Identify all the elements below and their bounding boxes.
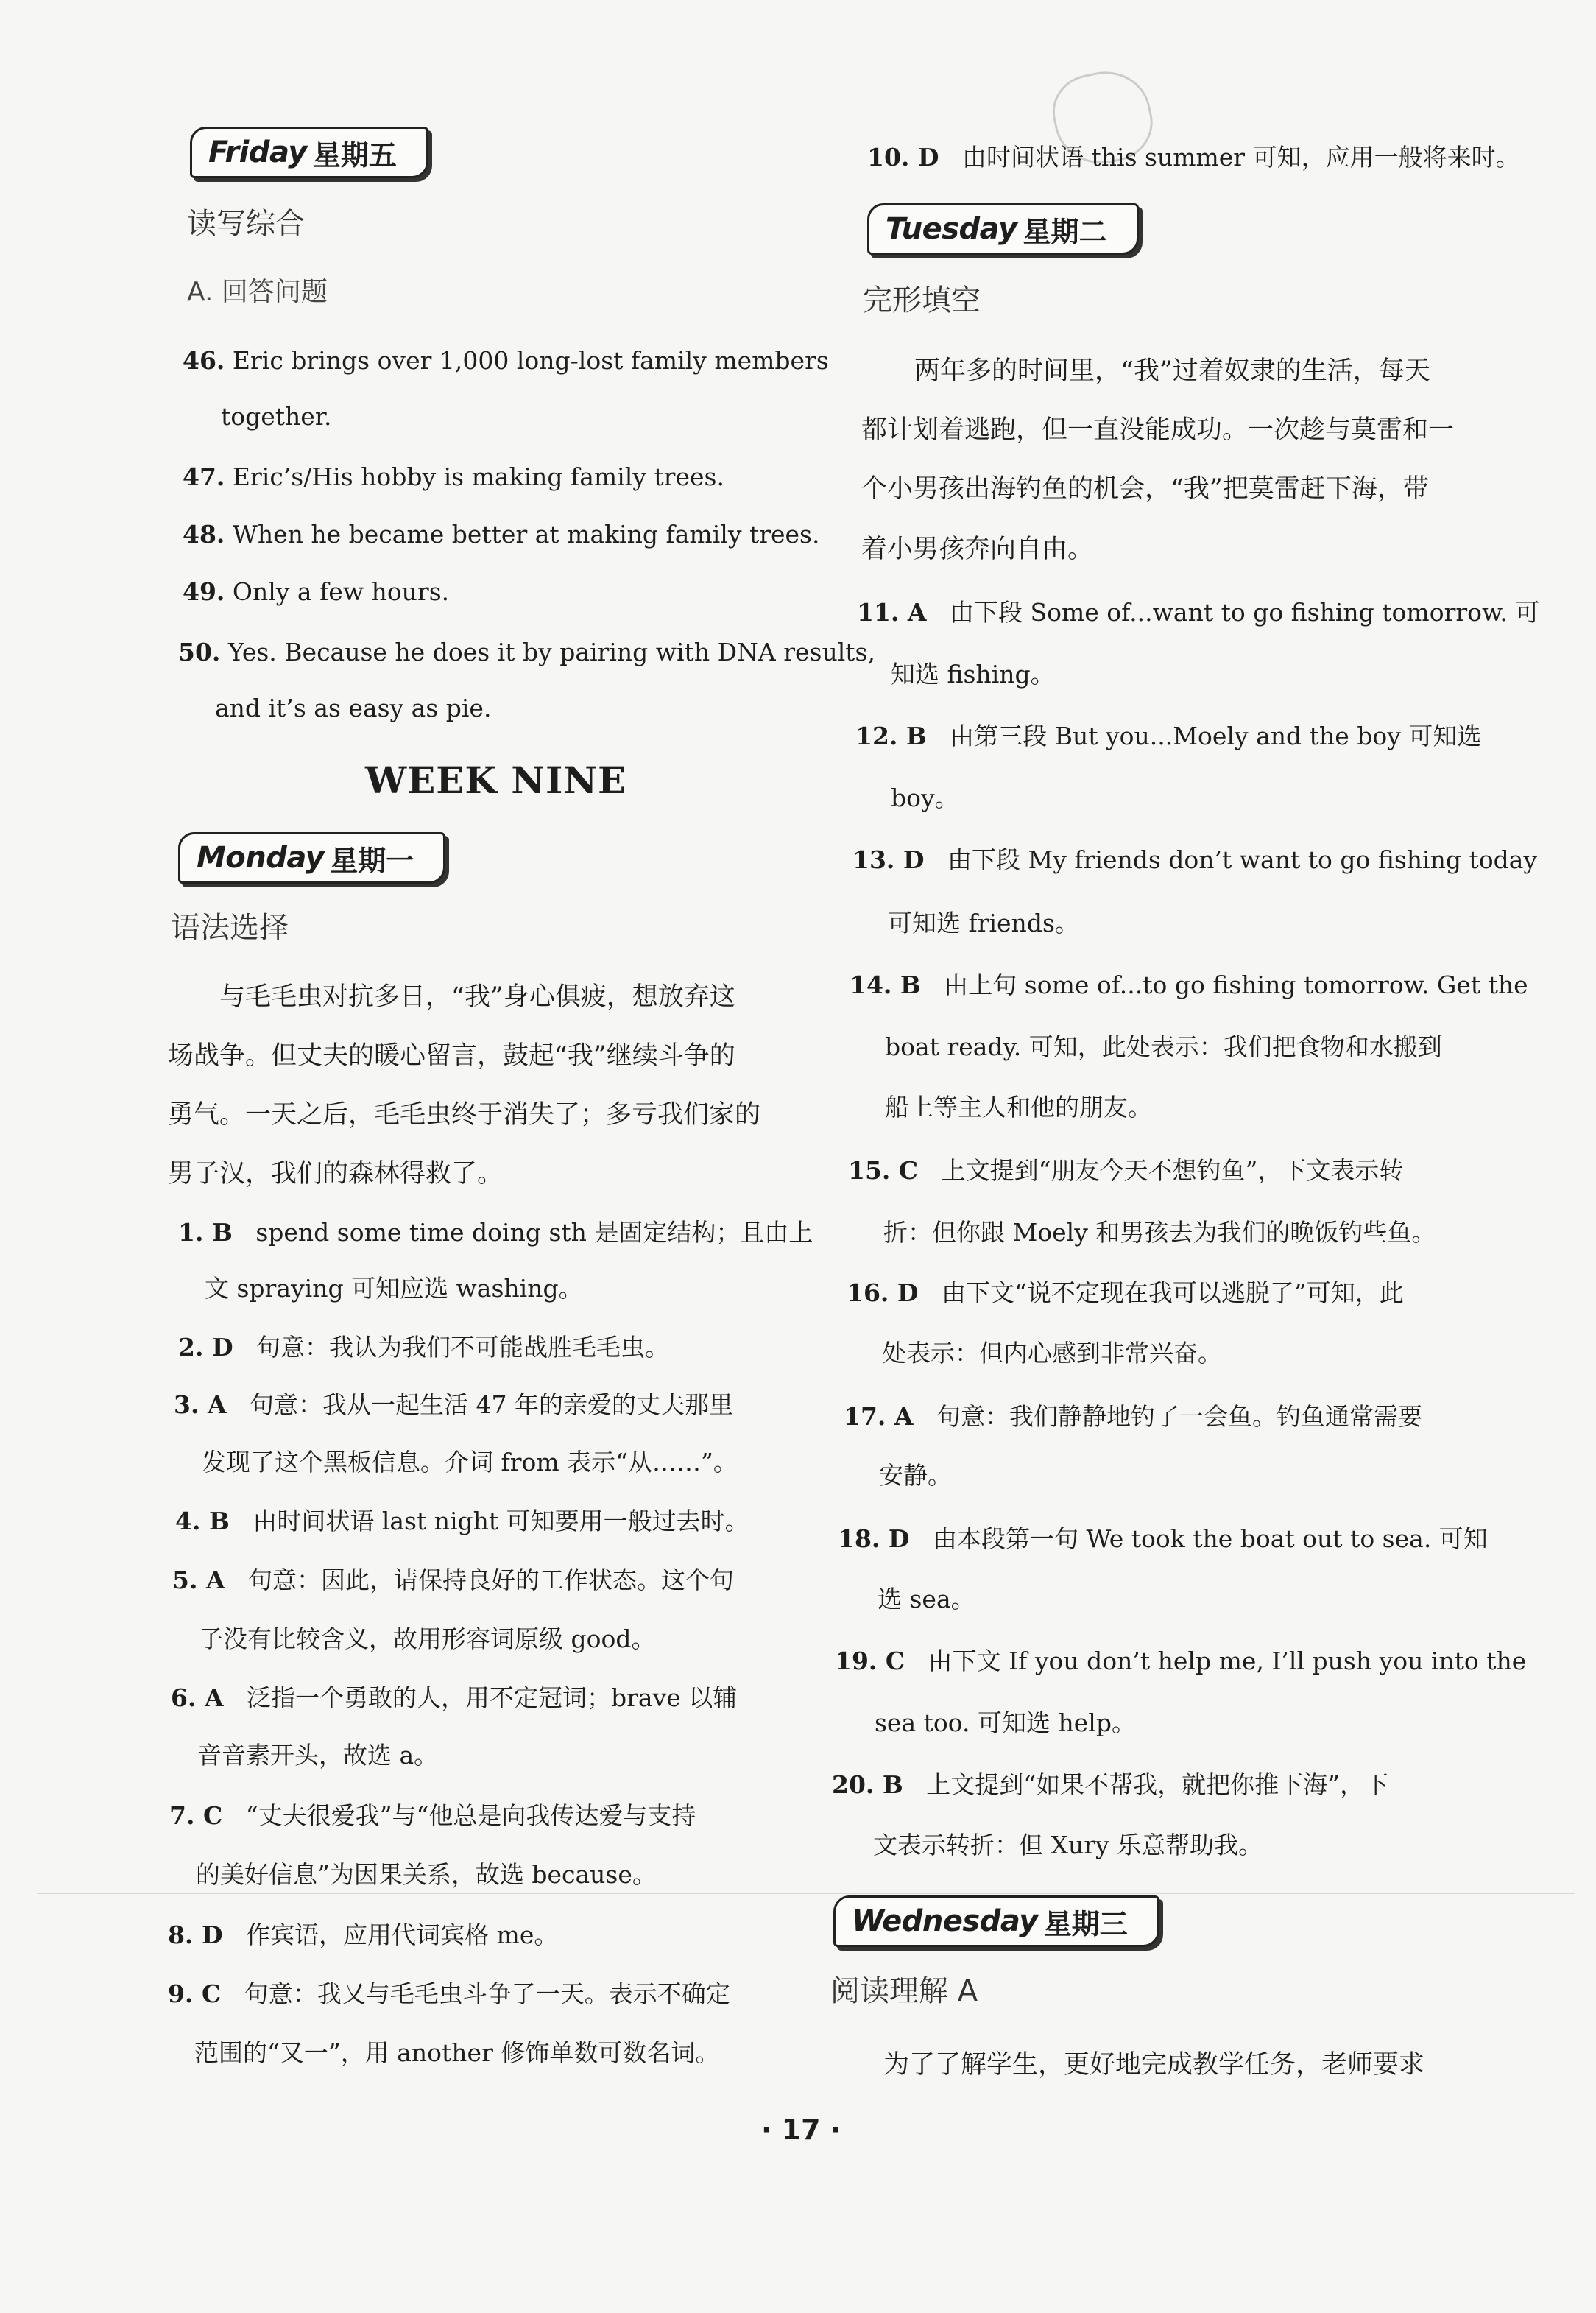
tuesday-item-13-cont: 可知选 friends。 [888,909,1079,937]
tuesday-item-15: 15. C 上文提到“朋友今天不想钓鱼”，下文表示转 [848,1156,1404,1185]
monday-item-6-cont: 音音素开头，故选 a。 [197,1741,439,1770]
wednesday-section-title: 阅读理解 A [830,1974,978,2008]
tuesday-item-14-cont-2: 船上等主人和他的朋友。 [885,1093,1152,1122]
tuesday-tag [867,203,1139,255]
monday-section-title: 语法选择 [171,911,289,945]
monday-item-8: 8. D 作宾语，应用代词宾格 me。 [168,1921,559,1949]
tuesday-item-10: 10. D 由时间状语 this summer 可知，应用一般将来时。 [867,143,1520,172]
tuesday-item-11: 11. A 由下段 Some of...want to go fishing tomorrow. 可 [857,598,1540,627]
tuesday-tag-cn: 星期二 [1023,215,1107,248]
wednesday-intro-line-1: 为了了解学生，更好地完成教学任务，老师要求 [883,2050,1425,2080]
tuesday-item-19: 19. C 由下文 If you don’t help me, I’ll push you into the [835,1647,1527,1675]
tuesday-item-12-cont: boy。 [891,784,959,812]
wednesday-tag [833,1895,1159,1947]
friday-section-title: 读写综合 [187,207,305,241]
friday-tag-cn: 星期五 [312,138,397,172]
monday-item-9: 9. C 句意：我又与毛毛虫斗争了一天。表示不确定 [168,1979,730,2008]
friday-subsection: A. 回答问题 [187,277,328,307]
tuesday-item-19-cont: sea too. 可知选 help。 [875,1708,1136,1737]
monday-item-5: 5. A 句意：因此，请保持良好的工作状态。这个句 [172,1566,735,1594]
tuesday-item-15-cont: 折：但你跟 Moely 和男孩去为我们的晚饭钓些鱼。 [883,1218,1436,1247]
tuesday-item-17: 17. A 句意：我们静静地钓了一会鱼。钓鱼通常需要 [844,1402,1422,1431]
monday-tag [178,832,445,884]
tuesday-item-12: 12. B 由第三段 But you...Moely and the boy 可知选 [855,722,1482,750]
tuesday-item-17-cont: 安静。 [879,1461,952,1490]
tuesday-tag-en: Tuesday [886,212,1017,246]
tuesday-intro-line-4: 着小男孩奔向自由。 [861,535,1094,564]
friday-item-46: 46. Eric brings over 1,000 long-lost family members [183,346,829,375]
tuesday-item-16: 16. D 由下文“说不定现在我可以逃脱了”可知，此 [847,1278,1404,1307]
monday-item-2: 2. D 句意：我认为我们不可能战胜毛毛虫。 [178,1333,670,1362]
wednesday-tag-cn: 星期三 [1043,1907,1128,1940]
week-title: WEEK NINE [365,758,627,802]
friday-item-50: 50. Yes. Because he does it by pairing with DNA results, [178,638,875,666]
monday-item-7: 7. C “丈夫很爱我”与“他总是向我传达爱与支持 [169,1801,696,1830]
tuesday-item-18: 18. D 由本段第一句 We took the boat out to sea. 可知 [838,1524,1488,1553]
monday-intro-line-3: 勇气。一天之后，毛毛虫终于消失了；多亏我们家的 [168,1100,761,1130]
friday-item-50-cont: and it’s as easy as pie. [215,694,492,722]
monday-item-3-cont: 发现了这个黑板信息。介词 from 表示“从……”。 [202,1448,738,1476]
tuesday-section-title: 完形填空 [863,284,981,317]
monday-item-3: 3. A 句意：我从一起生活 47 年的亲爱的丈夫那里 [174,1390,734,1419]
tuesday-item-13: 13. D 由下段 My friends don’t want to go fishing today [852,845,1538,874]
friday-tag-en: Friday [208,135,307,169]
tuesday-item-18-cont: 选 sea。 [878,1585,975,1613]
tuesday-item-20-cont: 文表示转折：但 Xury 乐意帮助我。 [873,1831,1263,1859]
friday-tag [190,127,428,178]
wednesday-tag-en: Wednesday [852,1904,1038,1938]
tuesday-item-14-cont-1: boat ready. 可知，此处表示：我们把食物和水搬到 [885,1032,1442,1061]
friday-item-48: 48. When he became better at making family trees. [183,520,820,549]
tuesday-intro-line-1: 两年多的时间里，“我”过着奴隶的生活，每天 [914,356,1430,386]
monday-item-7-cont: 的美好信息”为因果关系，故选 because。 [196,1860,657,1889]
friday-item-46-cont: together. [221,402,332,431]
friday-item-49: 49. Only a few hours. [183,577,450,606]
tuesday-item-11-cont: 知选 fishing。 [891,660,1055,689]
tuesday-intro-line-2: 都计划着逃跑，但一直没能成功。一次趁与莫雷和一 [861,415,1455,445]
monday-intro-line-1: 与毛毛虫对抗多日，“我”身心俱疲，想放弃这 [219,982,735,1012]
monday-tag-en: Monday [197,841,325,875]
monday-item-4: 4. B 由时间状语 last night 可知要用一般过去时。 [175,1507,749,1535]
monday-item-5-cont: 子没有比较含义，故用形容词原级 good。 [199,1624,656,1653]
tuesday-item-16-cont: 处表示：但内心感到非常兴奋。 [882,1339,1222,1367]
monday-item-6: 6. A 泛指一个勇敢的人，用不定冠词；brave 以辅 [171,1683,738,1712]
monday-item-1-cont: 文 spraying 可知应选 washing。 [205,1274,583,1303]
tuesday-item-20: 20. B 上文提到“如果不帮我，就把你推下海”，下 [832,1770,1389,1799]
page-number: · 17 · [761,2113,841,2146]
monday-intro-line-4: 男子汉，我们的森林得救了。 [168,1159,504,1189]
tuesday-item-14: 14. B 由上句 some of...to go fishing tomorrow. Get the [850,971,1528,999]
monday-tag-cn: 星期一 [330,844,414,877]
fold-line [37,1893,1575,1894]
friday-item-47: 47. Eric’s/His hobby is making family trees. [183,462,724,491]
tuesday-intro-line-3: 个小男孩出海钓鱼的机会，“我”把莫雷赶下海，带 [861,474,1429,504]
monday-item-1: 1. B spend some time doing sth 是固定结构；且由上 [178,1218,813,1247]
monday-item-9-cont: 范围的“又一”，用 another 修饰单数可数名词。 [194,2038,720,2067]
monday-intro-line-2: 场战争。但丈夫的暖心留言，鼓起“我”继续斗争的 [168,1041,735,1071]
